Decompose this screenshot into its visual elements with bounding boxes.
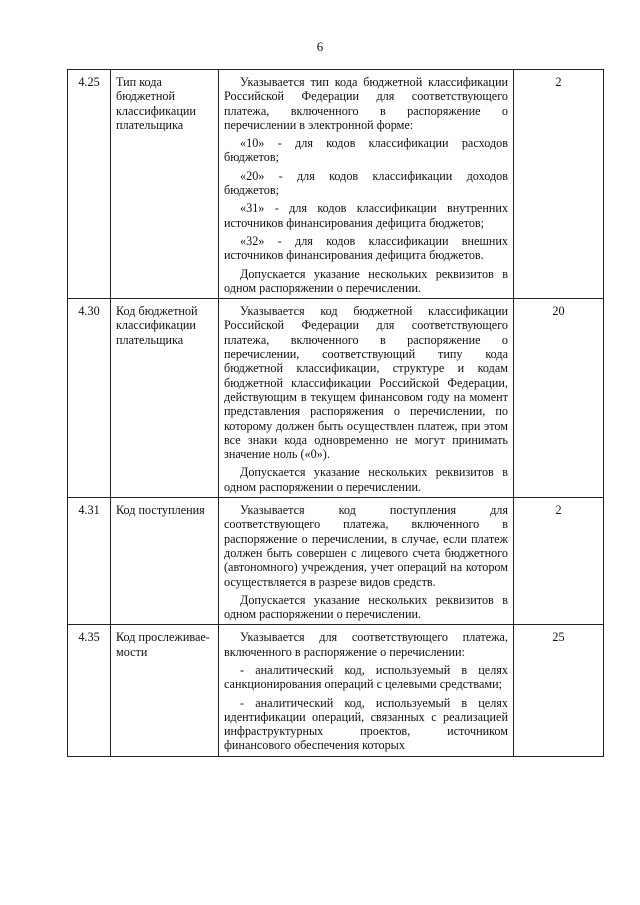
description-paragraph: Указывается код бюджетной классификации Российской Федерации для соответствующего платежа, включенного в распоряжение о перечислении, соответствующий типу кода бюджетной классификации, структуре и кодам бюджетной классификации Российской Федерации, действующим в текущем финансовом году на момент представления распоряжения о перечислении, по которому должен быть осуществлен платеж, при этом все знаки кода одновременно не могут принимать значение ноль («0»). <box>224 304 508 462</box>
description-paragraph: Допускается указание нескольких реквизитов в одном распоряжении о перечислении. <box>224 465 508 494</box>
description-paragraph: Указывается для соответствующего платежа, включенного в распоряжение о перечислении: <box>224 630 508 659</box>
requisite-length: 2 <box>514 70 604 299</box>
requisite-name: Код прослеживае-мости <box>111 625 219 756</box>
requisites-table <box>67 69 604 757</box>
requisite-description <box>219 299 514 498</box>
requisite-name: Тип кода бюджетной классификации плательщика <box>111 70 219 299</box>
table-row <box>68 625 604 756</box>
requisite-description <box>219 498 514 625</box>
row-number: 4.31 <box>68 498 111 625</box>
requisite-name: Код поступления <box>111 498 219 625</box>
description-paragraph: Допускается указание нескольких реквизитов в одном распоряжении о перечислении. <box>224 592 508 622</box>
requisite-length: 25 <box>514 625 604 756</box>
row-number: 4.25 <box>68 70 111 299</box>
description-paragraph: Указывается тип кода бюджетной классификации Российской Федерации для соответствующего платежа, включенного в распоряжение о перечислении в электронной форме: <box>224 75 508 132</box>
description-paragraph: «31» - для кодов классификации внутренних источников финансирования дефицита бюджетов; <box>224 201 508 230</box>
row-number: 4.35 <box>68 625 111 756</box>
table-row <box>68 299 604 498</box>
description-paragraph: Указывается код поступления для соответствующего платежа, включенного в распоряжение о перечислении, в случае, если платеж должен быть совершен с лицевого счета бюджетного (автономного) учреждения, учет операций на котором осуществляется в разрезе видов средств. <box>224 503 508 589</box>
description-paragraph: «10» - для кодов классификации расходов бюджетов; <box>224 136 508 165</box>
description-paragraph: «20» - для кодов классификации доходов бюджетов; <box>224 168 508 198</box>
description-paragraph: - аналитический код, используемый в целях идентификации операций, связанных с реализацией инфраструктурных проектов, источником финансового обеспечения которых <box>224 695 508 753</box>
table-row <box>68 70 604 299</box>
table-row <box>68 498 604 625</box>
requisite-description <box>219 625 514 756</box>
description-paragraph: - аналитический код, используемый в целях санкционирования операций с целевыми средствами; <box>224 662 508 692</box>
requisite-description <box>219 70 514 299</box>
row-number: 4.30 <box>68 299 111 498</box>
description-paragraph: Допускается указание нескольких реквизитов в одном распоряжении о перечислении. <box>224 266 508 295</box>
page-number: 6 <box>316 39 324 54</box>
requisite-name: Код бюджетной классификации плательщика <box>111 299 219 498</box>
requisite-length: 2 <box>514 498 604 625</box>
requisite-length: 20 <box>514 299 604 498</box>
description-paragraph: «32» - для кодов классификации внешних источников финансирования дефицита бюджетов. <box>224 233 508 263</box>
